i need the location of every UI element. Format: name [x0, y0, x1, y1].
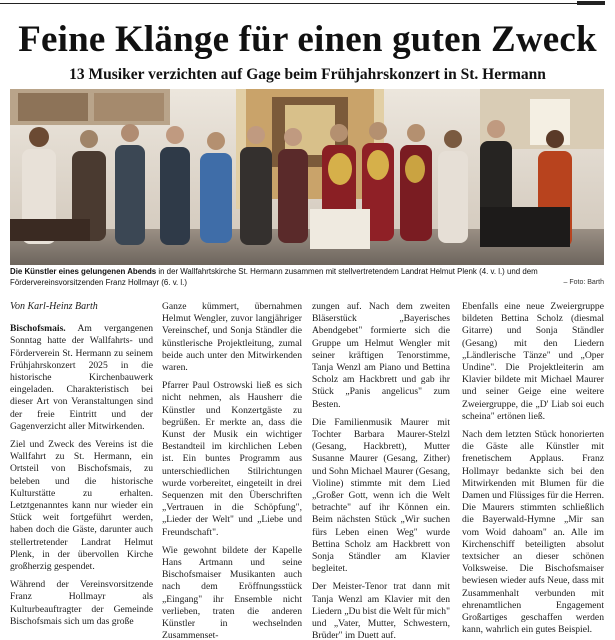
paragraph: Nach dem letzten Stück honorierten die Gäste alle Künstler mit frenetischem Applaus. Franz Hollmayr bedankte sich bei den Mitwirkenden mit Blumen für die Damen und Flüssiges für die Herren. Die Maurers stimmten schließlich die Bayerwald-Hymne „Mir san vom Woid dahoam" an. Alle im Kirchenschiff beteiligten absolut textsicher an dieser schönen Volksweise. Die Bischofsmaiser bewiesen wieder aufs Neue, dass mit Zusammenhalt verbunden mit ehrenamtlichen Engagement Großartiges geschaffen werden kann, wahrlich ein gutes Beispiel.: [462, 429, 604, 636]
paragraph: Ganze kümmert, übernahmen Helmut Wengler, zuvor langjähriger Vereinschef, und Sonja Ständler die künstlerische Projektleitung, zumal beide auch unter den Mitwirkenden waren.: [162, 301, 302, 374]
paragraph: [10, 323, 153, 433]
subheadline: 13 Musiker verzichten auf Gage beim Frühjahrskonzert in St. Hermann: [69, 66, 546, 83]
dateline: Bischofsmais.: [10, 323, 66, 335]
photo-illustration: [10, 89, 604, 265]
paragraph: Die Familienmusik Maurer mit Tochter Barbara Maurer-Stelzl (Gesang, Hackbrett), Mutter Susanne Maurer (Gesang, Zither) und Sohn Michael Maurer (Gesang, Violine) stimmte mit dem Lied „Großer Gott, wenn ich die Welt betrachte" auf ihr Können ein. Beim nächsten Stück „Wir suchen fürs Leben einen Weg" wurde Bettina Scholz am Hackbrett von Sonja Ständler am Klavier begleitet.: [312, 416, 450, 575]
paragraph: Während der Vereinsvorsitzende Franz Hollmayr als Kulturbeauftragter der Gemeinde Bischofsmais sich um das große: [10, 579, 153, 627]
paragraph-text: Am vergangenen Sonntag hatte der Wallfahrts- und Förderverein St. Hermann zu seinem Frühjahrskonzert 2025 in die historische Kirchenbauwerk eingeladen. Charakteristisch bei dieser Art von Veranstaltungen sind der freie Eintritt und der Gagenverzicht aller Mitwirkenden.: [10, 323, 153, 432]
paragraph: Ebenfalls eine neue Zweiergruppe bildeten Bettina Scholz (diesmal Gitarre) und Sonja Ständler (Gesang) mit den Liedern „Ländlerische Tänze" und „Oper Undine". Die Projektleiterin am Klavier bildete mit Michael Maurer und seiner Geige eine weitere Zweiergruppe, die „D' Liab soi euch scheina" ertönen ließ.: [462, 301, 604, 422]
column-4: [462, 301, 604, 640]
photo-caption: [10, 267, 604, 288]
photo-credit: – Foto: Barth: [563, 278, 604, 286]
top-rule: [0, 0, 615, 5]
paragraph: Ziel und Zweck des Vereins ist die Wallfahrt zu St. Hermann, ein Ortsteil von Bischofsmais, zu beleben und die historische Kulturstätte zu erhalten. Letztgenanntes kann nur wieder ein Stück weit fortgeführt werden, haben doch die Gäste, darunter auch stellertretender Landrat Helmut Plenk, in der übervollen Kirche großherzig gespendet.: [10, 439, 153, 573]
concert-photo: [10, 89, 604, 265]
rule-thin: [0, 3, 605, 4]
paragraph: Pfarrer Paul Ostrowski ließ es sich nicht nehmen, als Hausherr die Künstler und Konzertgäste zu begrüßen. Er merkte an, dass die Kunst der Musik ein wichtiger Bestandteil im kirchlichen Leben ist. Ein buntes Programm aus unterschiedlichen Stilrichtungen wurde vorbereitet, eingeteilt in drei Sequenzen mit den Überschriften „Vertrauen in die Schöpfung", „Lieder der Welt" und „Liebe und Freundschaft".: [162, 380, 302, 538]
column-3: [312, 301, 450, 640]
paragraph: zungen auf. Nach dem zweiten Bläserstück „Bayerisches Abendgebet" formierte sich die Gruppe um Helmut Wengler mit seiner kräftigen Tenorstimme, Tanja Wenzl am Piano und Bettina Scholz am Hackbrett und gab ihr Stück „Panis angelicus" zum Besten.: [312, 301, 450, 410]
paragraph: Wie gewohnt bildete der Kapelle Hans Artmann und seine Bischofsmaiser Musikanten auch nach dem Eröffnungsstück „Eingang" ihr Ensemble nicht verlieben, traten die anderen Künstler in wechselnden Zusammenset-: [162, 544, 302, 640]
paragraph: Der Meister-Tenor trat dann mit Tanja Wenzl am Klavier mit den Liedern „Du bist die Welt für mich" und „Vater, Mutter, Schwestern, Brüder" im Duett auf.: [312, 581, 450, 640]
headline: Feine Klänge für einen guten Zweck: [18, 19, 597, 60]
caption-text: in der Wallfahrtskirche St. Hermann zusammen mit stellvertretendem Landrat Helmut Plenk (4. v. l.) und dem Fördervereinsvorsitzenden Franz Hollmayr (6. v. l.): [10, 267, 538, 287]
column-1: [10, 301, 153, 634]
column-2: [162, 301, 302, 640]
caption-lead: Die Künstler eines gelungenen Abends: [10, 267, 157, 276]
author-line: Von Karl-Heinz Barth: [10, 301, 98, 312]
rule-thick: [577, 1, 605, 5]
